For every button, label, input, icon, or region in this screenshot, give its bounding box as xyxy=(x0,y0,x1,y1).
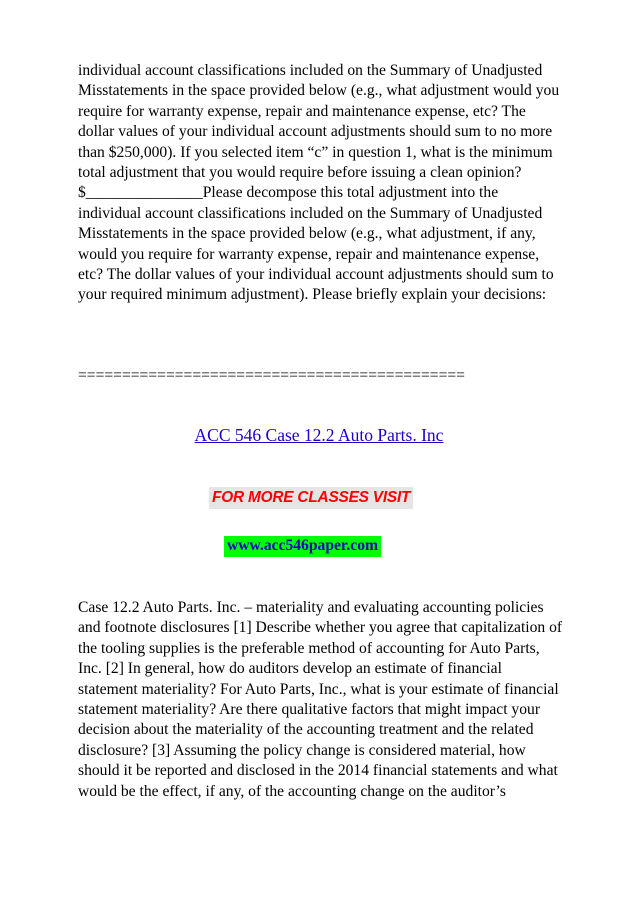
website-link[interactable]: www.acc546paper.com xyxy=(224,536,381,557)
body-paragraph-bottom: Case 12.2 Auto Parts. Inc. – materiality and evaluating accounting policies and footnote disclosures [1] Describe whether you agree that capitalization of the tooling supplies is the preferable method of accounting for Auto Parts, Inc. [2] In general, how do auditors develop an estimate of financial statement materiality? For Auto Parts, Inc., what is your estimate of financial statement materiality? Are there qualitative factors that might impact your decision about the materiality of the accounting treatment and the related disclosure? [3] Assuming the policy change is considered material, how should it be reported and disclosed in the 2014 financial statements and what would be the effect, if any, of the accounting change on the auditor’s xyxy=(78,599,563,800)
body-paragraph-top: individual account classifications included on the Summary of Unadjusted Misstatements in the space provided below (e.g., what adjustment would you require for warranty expense, repair and maintenance expense, etc? The dollar values of your individual account adjustments should sum to no more than $250,000). If you selected item “c” in question 1, what is the minimum total adjustment that you would require before issuing a clean opinion? $_______________Please decompose this total adjustment into the individual account classifications included on the Summary of Unadjusted Misstatements in the space provided below (e.g., what adjustment, if any, would you require for warranty expense, repair and maintenance expense, etc? The dollar values of your individual account adjustments should sum to your required minimum adjustment). Please briefly explain your decisions: xyxy=(78,62,560,304)
separator-line: ============================================ xyxy=(78,367,465,384)
classes-visit-banner: FOR MORE CLASSES VISIT xyxy=(209,487,413,509)
case-title-link[interactable]: ACC 546 Case 12.2 Auto Parts. Inc xyxy=(194,425,444,445)
case-title xyxy=(0,424,638,446)
